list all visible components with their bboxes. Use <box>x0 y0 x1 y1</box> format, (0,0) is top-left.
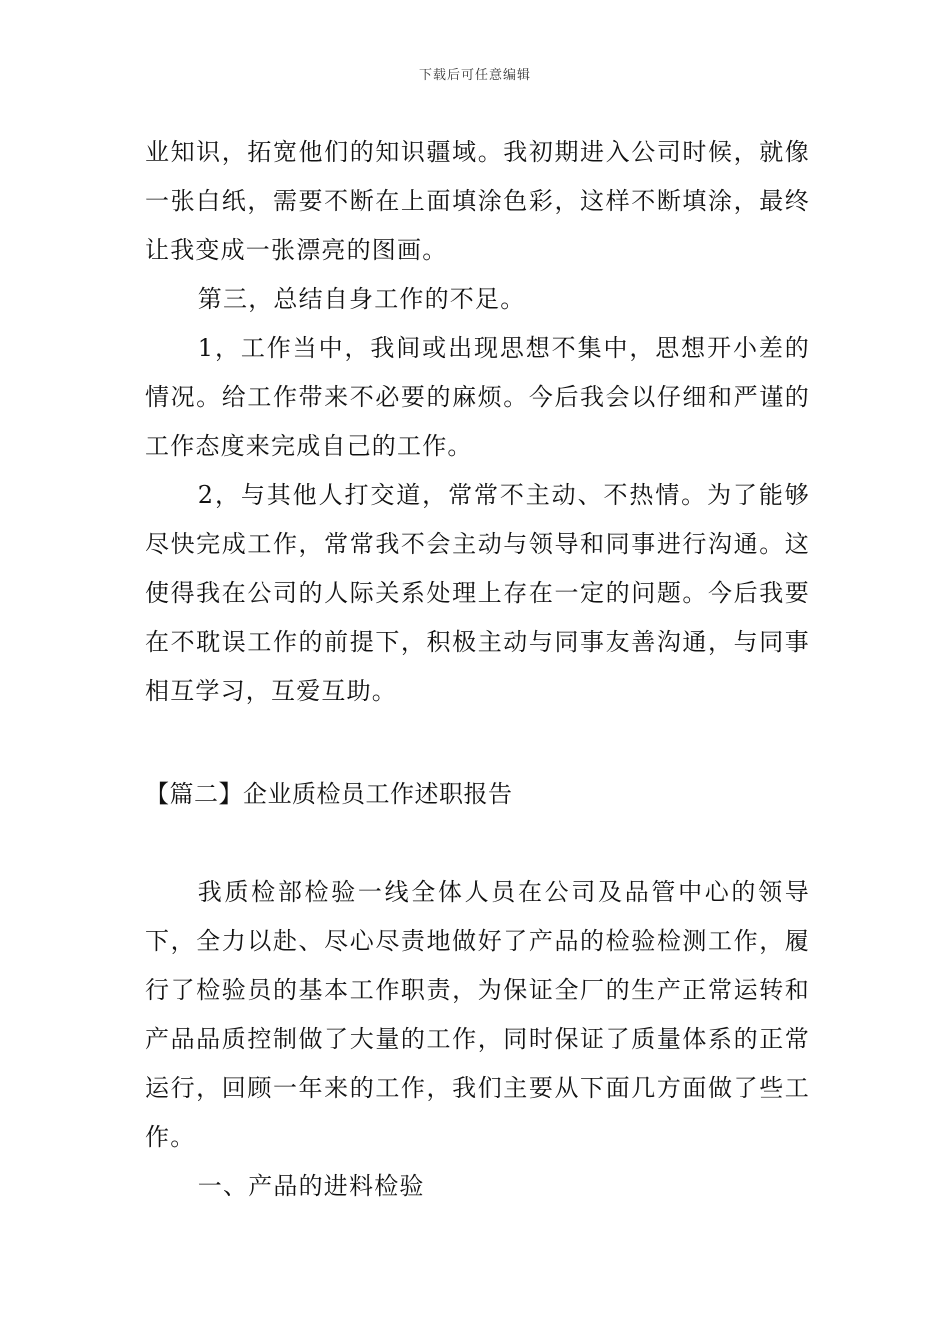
paragraph-item-2: 2，与其他人打交道，常常不主动、不热情。为了能够尽快完成工作，常常我不会主动与领导和同事进行沟通。这使得我在公司的人际关系处理上存在一定的问题。今后我要在不耽误工作的前提下，积极主动与同事友善沟通，与同事相互学习，互爱互助。 <box>145 481 810 705</box>
page-header-note: 下载后可任意编辑 <box>418 68 531 83</box>
document-body <box>145 128 810 1211</box>
paragraph-continuation: 业知识，拓宽他们的知识疆域。我初期进入公司时候，就像一张白纸，需要不断在上面填涂色彩，这样不断填涂，最终让我变成一张漂亮的图画。 <box>145 138 810 264</box>
section-title: 【篇二】企业质检员工作述职报告 <box>145 780 513 808</box>
paragraph-intro: 我质检部检验一线全体人员在公司及品管中心的领导下，全力以赴、尽心尽责地做好了产品的检验检测工作，履行了检验员的基本工作职责，为保证全厂的生产正常运转和产品品质控制做了大量的工作，同时保证了质量体系的正常运行，回顾一年来的工作，我们主要从下面几方面做了些工作。 <box>145 878 810 1151</box>
paragraph-subheading: 一、产品的进料检验 <box>197 1172 425 1200</box>
paragraph-item-1: 1，工作当中，我间或出现思想不集中，思想开小差的情况。给工作带来不必要的麻烦。今后我会以仔细和严谨的工作态度来完成自己的工作。 <box>145 334 810 460</box>
paragraph-heading-third: 第三，总结自身工作的不足。 <box>197 285 526 313</box>
